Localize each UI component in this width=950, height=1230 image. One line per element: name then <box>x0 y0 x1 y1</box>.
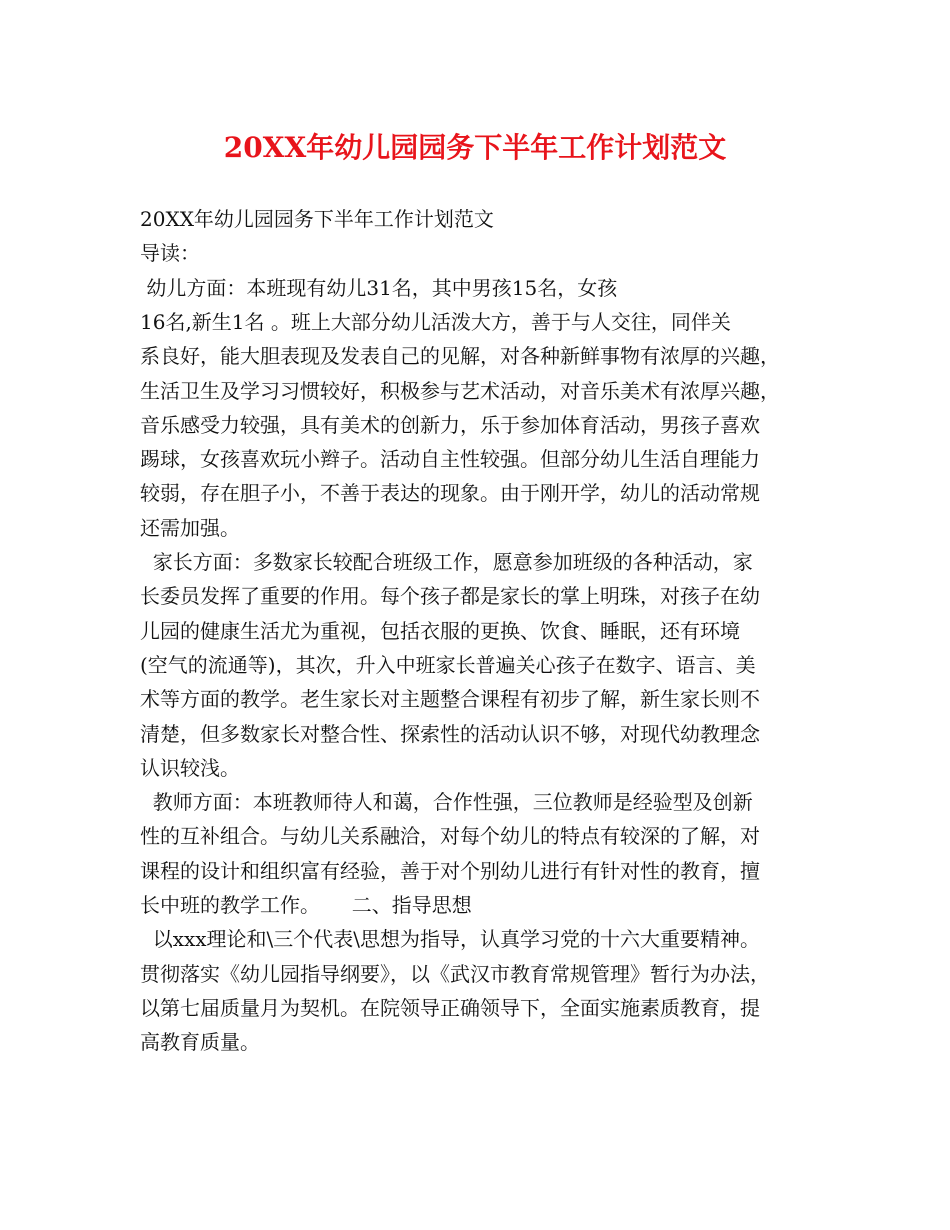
body-line: 还需加强。 <box>140 515 240 540</box>
body-line: 幼儿方面：本班现有幼儿31名，其中男孩15名，女孩 <box>140 275 618 300</box>
body-line: 贯彻落实《幼儿园指导纲要》，以《武汉市教育常规管理》暂行为办法， <box>140 961 770 986</box>
body-line: 音乐感受力较强，具有美术的创新力，乐于参加体育活动，男孩子喜欢 <box>140 412 760 437</box>
body-line: 清楚，但多数家长对整合性、探索性的活动认识不够，对现代幼教理念 <box>140 721 760 746</box>
body-line: 以第七届质量月为契机。在院领导正确领导下，全面实施素质教育，提 <box>140 995 760 1020</box>
body-line: 儿园的健康生活尤为重视，包括衣服的更换、饮食、睡眠，还有环境 <box>140 618 740 643</box>
body-line: 认识较浅。 <box>140 755 240 780</box>
body-line: 家长方面：多数家长较配合班级工作，愿意参加班级的各种活动，家 <box>140 550 753 574</box>
body-line: 长中班的教学工作。 二、指导思想 <box>140 893 472 917</box>
body-line: 导读： <box>140 241 200 266</box>
body-line: 高教育质量。 <box>140 1030 260 1055</box>
body-line: 课程的设计和组织富有经验，善于对个别幼儿进行有针对性的教育，擅 <box>140 858 760 883</box>
body-line: 术等方面的教学。老生家长对主题整合课程有初步了解，新生家长则不 <box>140 687 760 712</box>
body-line: 以xxx理论和\三个代表\思想为指导，认真学习党的十六大重要精神。 <box>140 927 761 952</box>
body-line: 20XX年幼儿园园务下半年工作计划范文 <box>140 207 494 231</box>
body-line: 性的互补组合。与幼儿关系融洽，对每个幼儿的特点有较深的了解，对 <box>140 824 760 849</box>
body-line: 教师方面：本班教师待人和蔼，合作性强，三位教师是经验型及创新 <box>140 790 753 815</box>
document-title: 20XX年幼儿园园务下半年工作计划范文 <box>223 131 727 164</box>
body-line: 长委员发挥了重要的作用。每个孩子都是家长的掌上明珠，对孩子在幼 <box>140 584 760 609</box>
body-line: 生活卫生及学习习惯较好，积极参与艺术活动，对音乐美术有浓厚兴趣， <box>140 378 780 403</box>
body-line: 较弱，存在胆子小，不善于表达的现象。由于刚开学，幼儿的活动常规 <box>140 481 760 506</box>
body-line: 系良好，能大胆表现及发表自己的见解，对各种新鲜事物有浓厚的兴趣， <box>140 344 780 369</box>
body-line: 16名,新生1名 。班上大部分幼儿活泼大方，善于与人交往，同伴关 <box>140 309 731 334</box>
body-line: 踢球，女孩喜欢玩小辫子。活动自主性较强。但部分幼儿生活自理能力 <box>140 447 760 472</box>
body-line: (空气的流通等)，其次，升入中班家长普遍关心孩子在数字、语言、美 <box>140 652 756 677</box>
